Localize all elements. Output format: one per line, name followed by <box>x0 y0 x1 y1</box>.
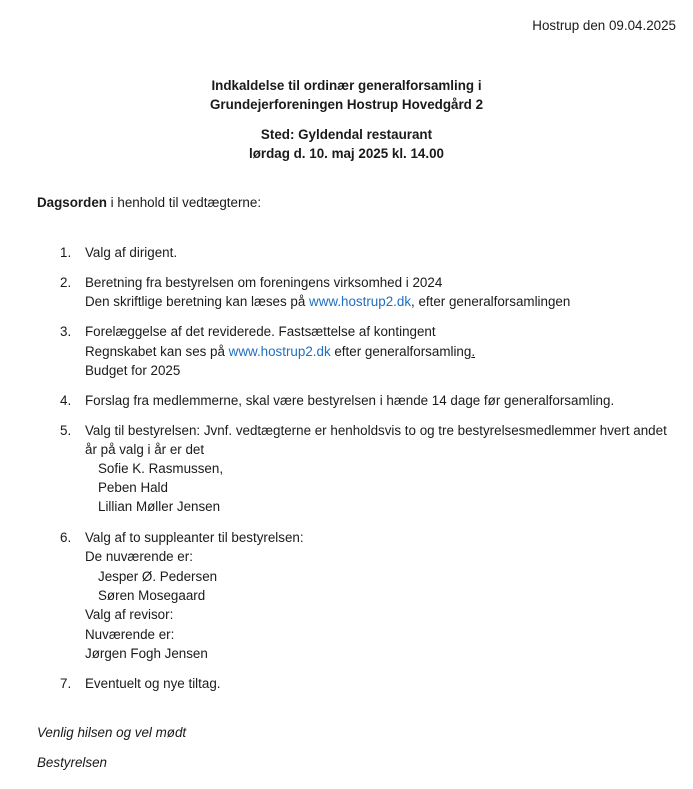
item-number: 6. <box>60 530 72 545</box>
meeting-time: lørdag d. 10. maj 2025 kl. 14.00 <box>248 146 444 161</box>
substitute-name: Søren Mosegaard <box>98 588 206 603</box>
candidate-name: Peben Hald <box>98 480 168 495</box>
item-text: Forslag fra medlemmerne, skal være bestyrelsen i hænde 14 dage før generalforsamling. <box>85 393 615 408</box>
item-text-line-2: år på valg i år er det <box>85 442 205 457</box>
item-text: Eventuelt og nye tiltag. <box>85 676 221 691</box>
item-number: 2. <box>60 275 72 290</box>
item-text-line-2 <box>85 292 570 311</box>
item-text: Forelæggelse af det reviderede. Fastsættelse af kontingent <box>85 324 436 339</box>
meeting-place: Sted: Gyldendal restaurant <box>260 127 433 142</box>
website-link[interactable]: www.hostrup2.dk <box>309 294 412 309</box>
title-line-1: Indkaldelse til ordinær generalforsamling i <box>211 78 482 93</box>
item-text-line-3: Valg af revisor: <box>85 607 174 622</box>
item-text-line-2: De nuværende er: <box>85 549 193 564</box>
auditor-name: Jørgen Fogh Jensen <box>85 646 208 661</box>
text: Regnskabet kan ses på <box>85 344 229 359</box>
title-line-2: Grundejerforeningen Hostrup Hovedgård 2 <box>209 97 484 112</box>
text: Den skriftlige beretning kan læses på <box>85 294 310 309</box>
candidate-name: Sofie K. Rasmussen, <box>98 461 224 476</box>
item-text: Valg af dirigent. <box>85 245 178 260</box>
item-text-line-2 <box>85 342 475 361</box>
closing-greeting: Venlig hilsen og vel mødt <box>37 725 187 740</box>
agenda-intro-bold: Dagsorden <box>37 195 107 210</box>
text-period: . <box>471 344 476 359</box>
text: efter generalforsamling <box>330 344 472 359</box>
candidate-name: Lillian Møller Jensen <box>98 499 221 514</box>
text: , efter generalforsamlingen <box>411 294 571 309</box>
item-number: 5. <box>60 423 72 438</box>
item-number: 7. <box>60 676 72 691</box>
item-text: Valg af to suppleanter til bestyrelsen: <box>85 530 304 545</box>
item-text-line-3: Budget for 2025 <box>85 363 181 378</box>
agenda-intro-text: i henhold til vedtægterne: <box>106 195 262 210</box>
item-text: Valg til bestyrelsen: Jvnf. vedtægterne er henholdsvis to og tre bestyrelsesmedlemmer hvert andet <box>85 423 667 438</box>
date-line: Hostrup den 09.04.2025 <box>532 18 676 33</box>
agenda-intro <box>37 193 261 212</box>
item-text: Beretning fra bestyrelsen om foreningens virksomhed i 2024 <box>85 275 443 290</box>
substitute-name: Jesper Ø. Pedersen <box>98 569 218 584</box>
item-number: 4. <box>60 393 72 408</box>
item-text-line-4: Nuværende er: <box>85 627 175 642</box>
item-number: 1. <box>60 245 72 260</box>
item-number: 3. <box>60 324 72 339</box>
closing-signature: Bestyrelsen <box>37 755 107 770</box>
website-link[interactable]: www.hostrup2.dk <box>228 344 331 359</box>
